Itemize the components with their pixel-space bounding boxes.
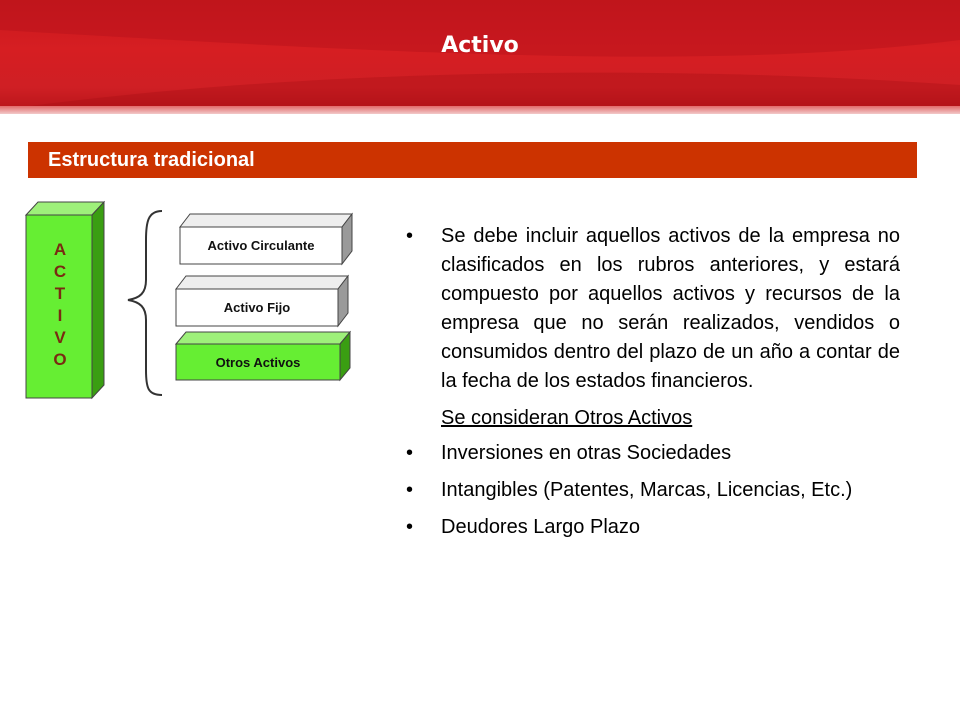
activo-box-top [26,202,104,215]
list-item-text: Deudores Largo Plazo [441,516,641,538]
list-item [404,439,900,468]
otros-activos-label: Otros Activos [215,355,301,370]
list-item-text: Intangibles (Patentes, Marcas, Licencias, Etc.) [441,479,853,501]
activo-circulante-label: Activo Circulante [207,238,315,253]
paragraph-item [404,222,900,396]
bullet-marker: • [406,225,414,247]
list-item [404,476,900,505]
activo-letter-a: A [53,240,67,259]
activo-letter-o: O [53,350,67,369]
bullet-marker: • [406,516,414,538]
activo-letter-i: I [57,306,63,325]
slide-body [404,222,900,550]
section-title: Estructura tradicional [48,149,255,171]
box2-top [176,276,348,289]
list-item [404,513,900,542]
bullet-marker: • [406,442,414,464]
activo-fijo-label: Activo Fijo [223,300,291,315]
activo-letter-c: C [53,262,67,281]
bullet-marker: • [406,479,414,501]
slide-title: Activo [441,33,519,58]
activo-letter-t: T [54,284,66,303]
activo-diagram [0,0,400,420]
subheading: Se consideran Otros Activos [441,407,693,429]
activo-letter-v: V [54,328,66,347]
activo-box-side [92,202,104,398]
intro-paragraph: Se debe incluir aquellos activos de la empresa no clasificados en los rubros anteriores, y estará compuesto por aquellos activos y recursos de la empresa que no serán realizados, vendidos o consumidos dentro del plazo de un año a contar de la fecha de los estados financieros. [441,225,900,392]
box1-top [180,214,352,227]
box3-top [176,332,350,344]
list-item-text: Inversiones en otras Sociedades [441,442,732,464]
brace [128,211,162,395]
